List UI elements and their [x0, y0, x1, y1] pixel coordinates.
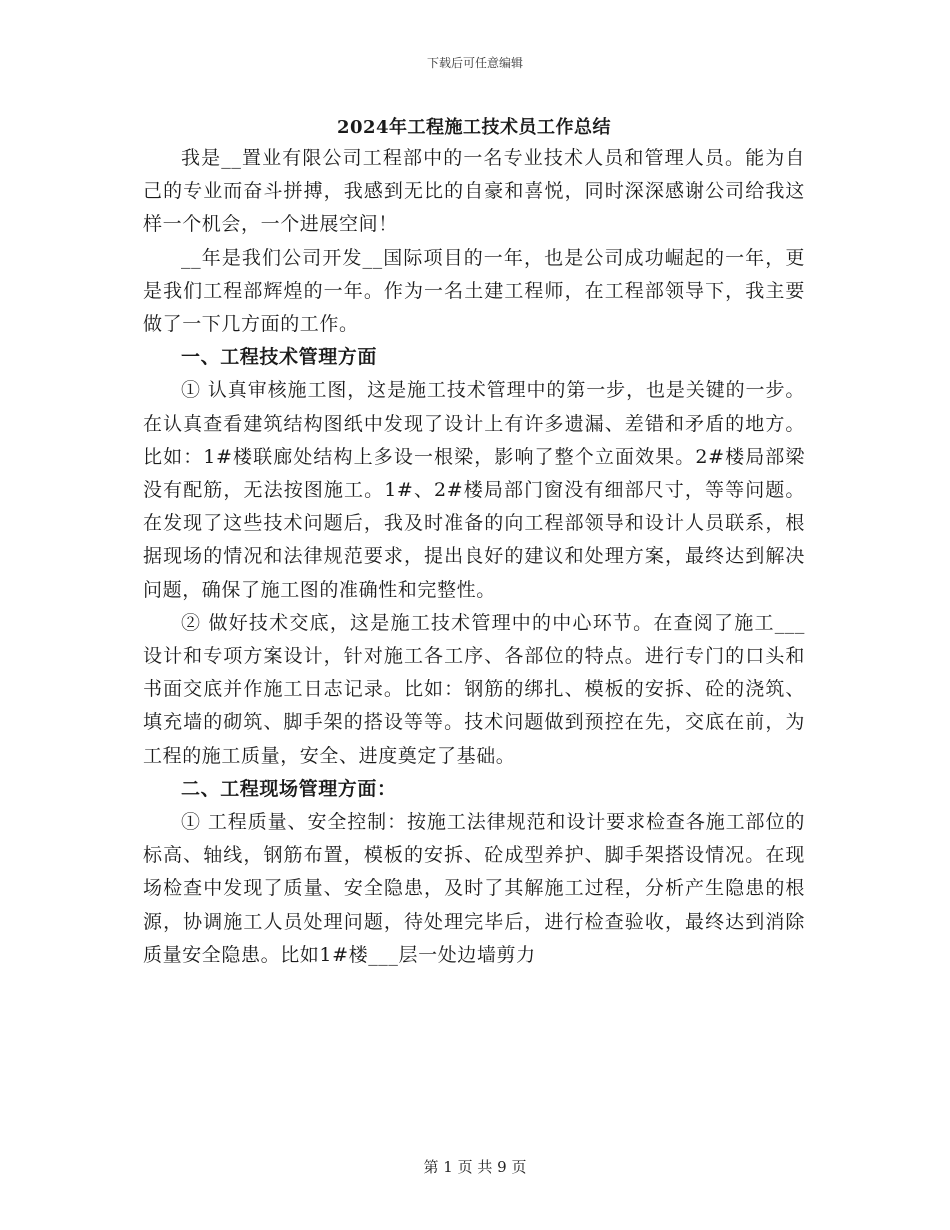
page-footer: 第 1 页 共 9 页 [423, 1158, 527, 1176]
section-heading-site-management: 二、工程现场管理方面： [181, 777, 397, 800]
intro-paragraph-1: 我是__置业有限公司工程部中的一名专业技术人员和管理人员。能为自己的专业而奋斗拼搏，我感到无比的自豪和喜悦，同时深深感谢公司给我这样一个机会，一个进展空间！ [143, 147, 805, 236]
section2-paragraph-1: ① 工程质量、安全控制：按施工法律规范和设计要求检查各施工部位的标高、轴线，钢筋布置，模板的安拆、砼成型养护、脚手架搭设情况。在现场检查中发现了质量、安全隐患，及时了其解施工过程，分析产生隐患的根源，协调施工人员处理问题，待处理完毕后，进行检查验收，最终达到消除质量安全隐患。比如1#楼___层一处边墙剪力 [143, 811, 805, 966]
section1-paragraph-2: ② 做好技术交底，这是施工技术管理中的中心环节。在查阅了施工___设计和专项方案设计，针对施工各工序、各部位的特点。进行专门的口头和书面交底并作施工日志记录。比如：钢筋的绑扎、模板的安拆、砼的浇筑、填充墙的砌筑、脚手架的搭设等等。技术问题做到预控在先，交底在前，为工程的施工质量，安全、进度奠定了基础。 [143, 611, 805, 767]
section1-paragraph-1: ① 认真审核施工图，这是施工技术管理中的第一步，也是关键的一步。在认真查看建筑结构图纸中发现了设计上有许多遗漏、差错和矛盾的地方。比如：1#楼联廊处结构上多设一根梁，影响了整个立面效果。2#楼局部梁没有配筋，无法按图施工。1#、2#楼局部门窗没有细部尺寸，等等问题。在发现了这些技术问题后，我及时准备的向工程部领导和设计人员联系，根据现场的情况和法律规范要求，提出良好的建议和处理方案，最终达到解决问题，确保了施工图的准确性和完整性。 [143, 379, 805, 601]
intro-paragraph-2: __年是我们公司开发__国际项目的一年，也是公司成功崛起的一年，更是我们工程部辉煌的一年。作为一名土建工程师，在工程部领导下，我主要做了一下几方面的工作。 [143, 246, 805, 336]
document-title: 2024年工程施工技术员工作总结 [336, 117, 612, 138]
header-note: 下载后可任意编辑 [426, 56, 523, 70]
section-heading-technical-management: 一、工程技术管理方面 [181, 346, 378, 369]
document-body [143, 112, 805, 972]
